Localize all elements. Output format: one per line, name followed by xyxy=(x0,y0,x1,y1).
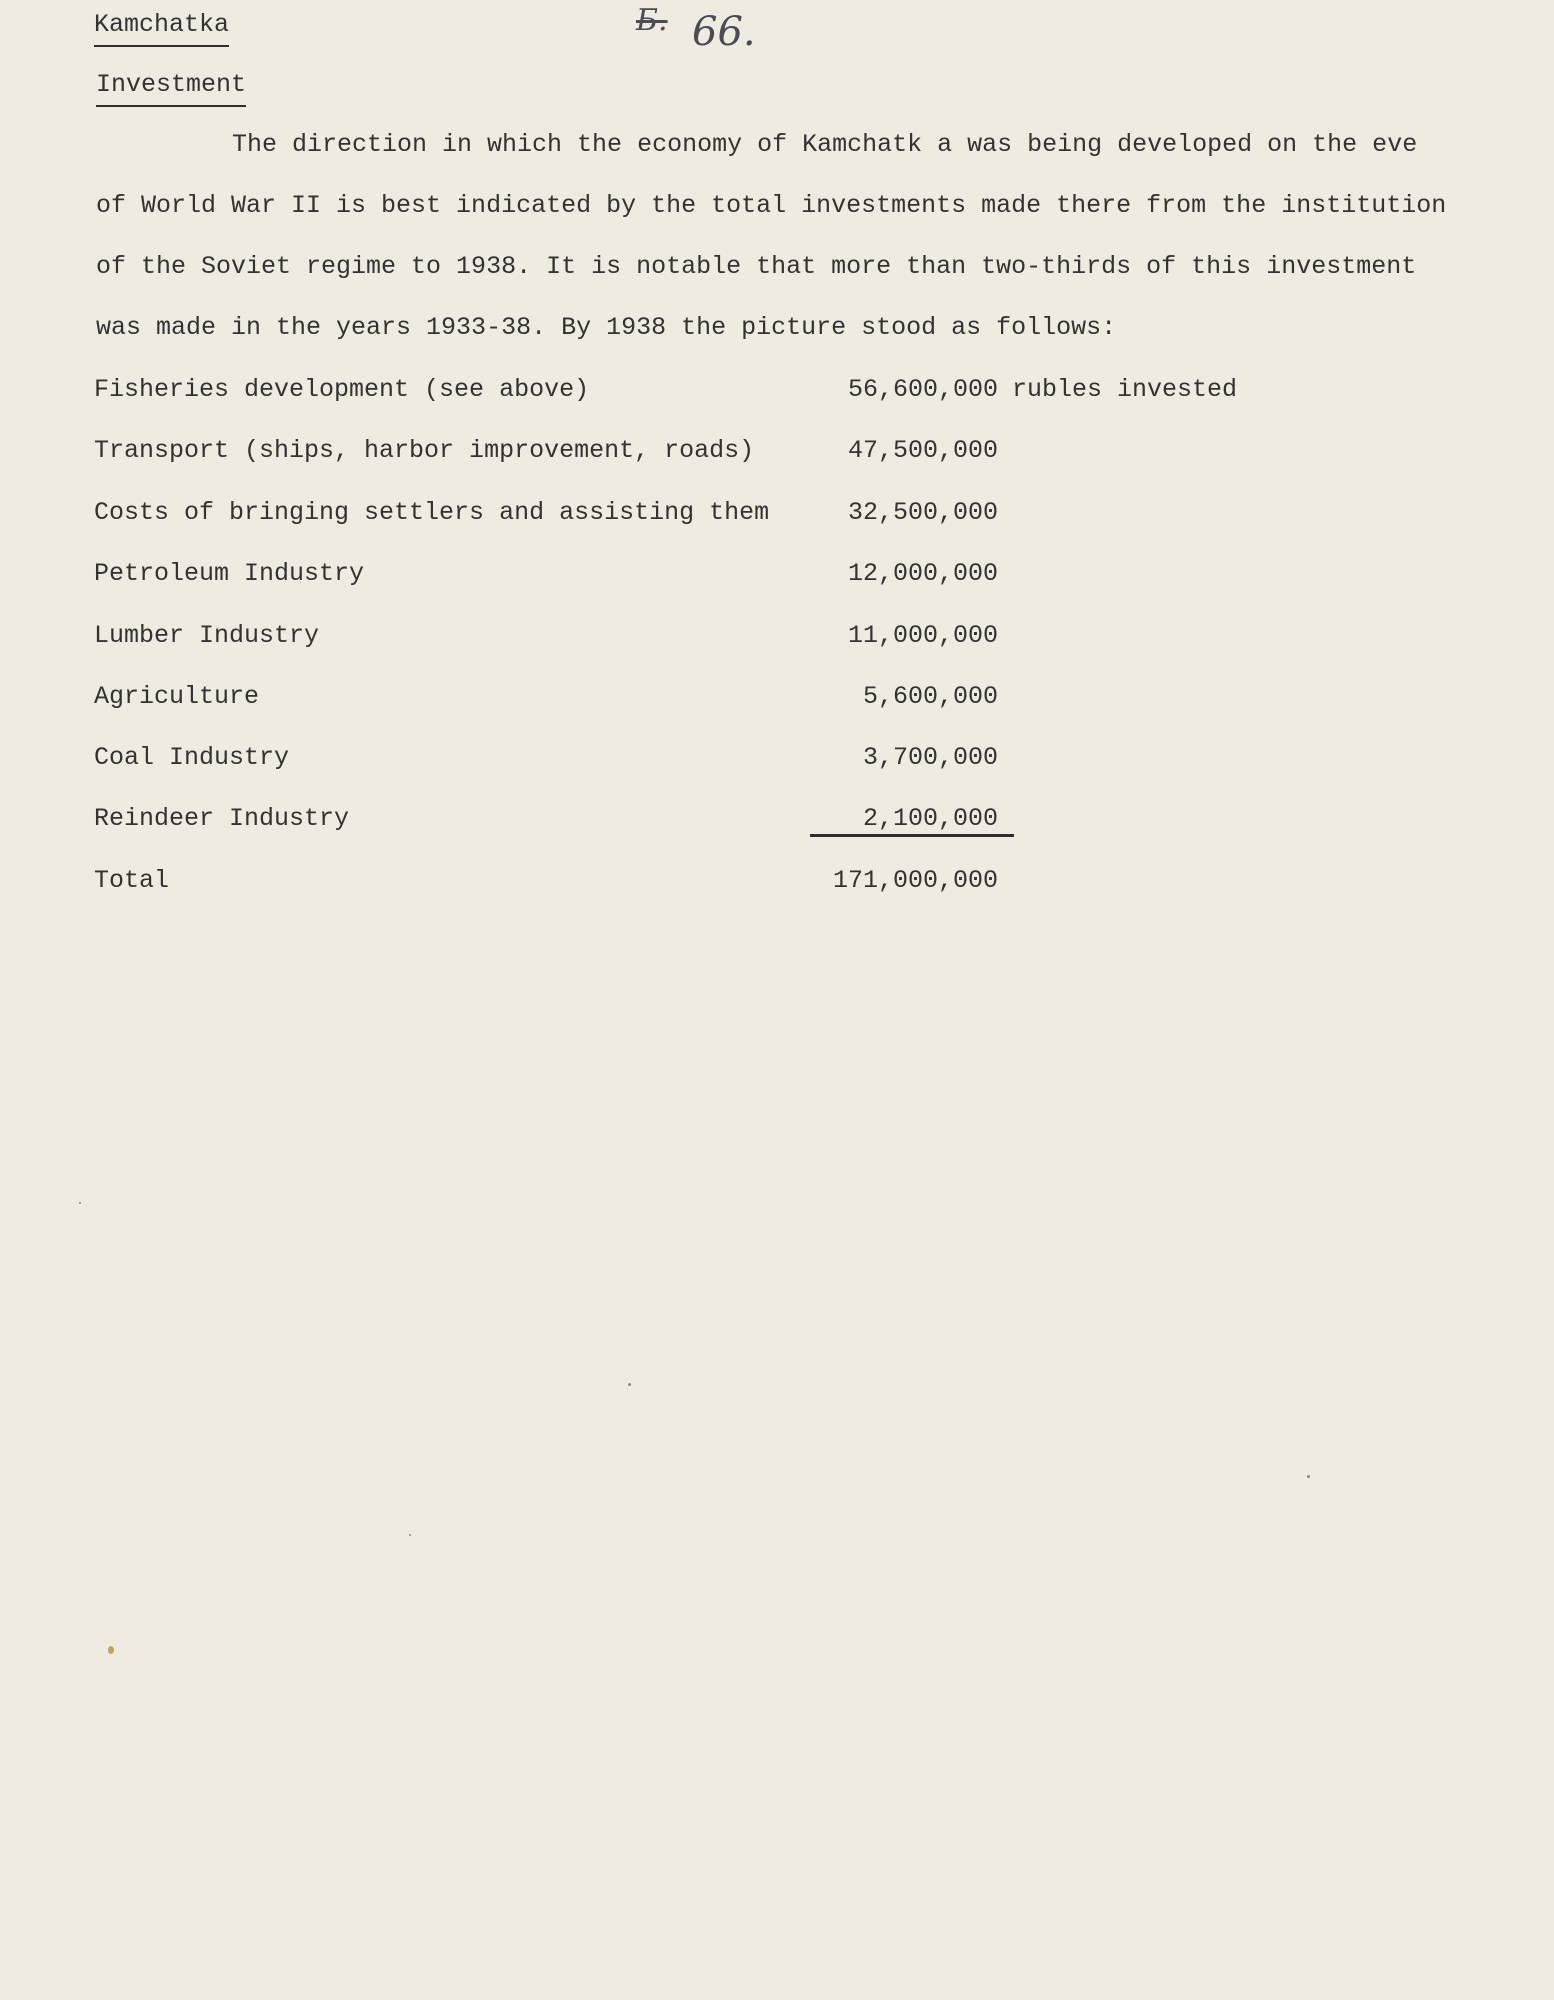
unit-note: rubles invested xyxy=(1012,375,1238,404)
investment-amount: 12,000,000 xyxy=(847,559,998,588)
investment-label: Transport (ships, harbor improvement, roads) xyxy=(94,436,755,465)
investment-label: Costs of bringing settlers and assisting them xyxy=(94,498,770,527)
investment-amount: 3,700,000 xyxy=(862,743,998,772)
investment-amount: 5,600,000 xyxy=(862,682,998,711)
paper-speck xyxy=(409,1534,411,1536)
investment-label: Agriculture xyxy=(94,682,260,711)
struck-page-mark: Б. xyxy=(636,3,668,38)
paper-speck xyxy=(1307,1475,1310,1478)
paragraph-line: of World War II is best indicated by the total investments made there from the institution xyxy=(96,191,1447,220)
paragraph-line: The direction in which the economy of Kamchatk a was being developed on the eve xyxy=(232,130,1418,159)
paragraph-line: of the Soviet regime to 1938. It is notable that more than two-thirds of this investment xyxy=(96,252,1417,281)
investment-label: Fisheries development (see above) xyxy=(94,375,590,404)
section-heading: Investment xyxy=(96,72,246,107)
total-amount: 171,000,000 xyxy=(832,866,998,895)
paragraph-line: was made in the years 1933-38. By 1938 the picture stood as follows: xyxy=(96,313,1117,342)
investment-amount: 47,500,000 xyxy=(847,436,998,465)
investment-label: Petroleum Industry xyxy=(94,559,365,588)
investment-label: Coal Industry xyxy=(94,743,290,772)
total-rule xyxy=(810,834,1014,837)
paper-speck xyxy=(628,1383,631,1386)
investment-amount: 2,100,000 xyxy=(862,804,998,833)
document-title: Kamchatka xyxy=(94,12,229,47)
investment-label: Lumber Industry xyxy=(94,621,320,650)
investment-label: Reindeer Industry xyxy=(94,804,350,833)
paper-speck xyxy=(108,1646,114,1654)
total-label: Total xyxy=(94,866,170,895)
investment-amount: 11,000,000 xyxy=(847,621,998,650)
investment-amount: 56,600,000 xyxy=(847,375,998,404)
investment-amount: 32,500,000 xyxy=(847,498,998,527)
page-number: 66. xyxy=(692,9,756,55)
paper-speck xyxy=(79,1202,81,1204)
